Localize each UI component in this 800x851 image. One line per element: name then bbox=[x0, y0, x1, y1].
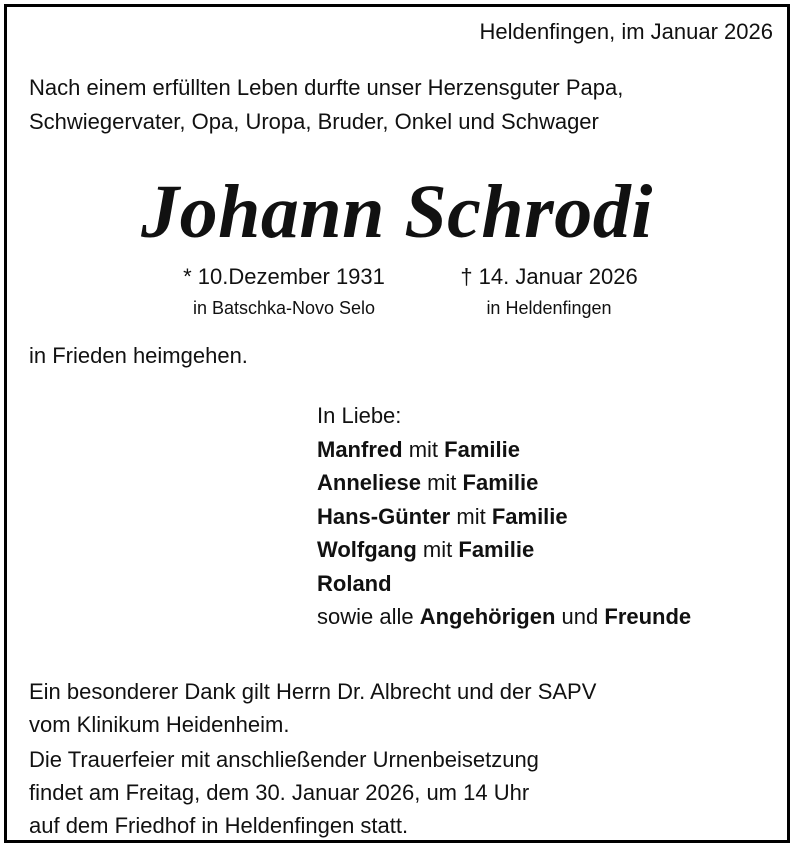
familie-word: Familie bbox=[462, 470, 539, 495]
obituary-notice bbox=[4, 4, 790, 843]
relatives-line bbox=[317, 600, 691, 634]
mourner-entry bbox=[317, 533, 691, 567]
mit-word: mit bbox=[422, 537, 453, 562]
intro-line-2: Schwiegervater, Opa, Uropa, Bruder, Onkel und Schwager bbox=[29, 109, 599, 134]
and-word: und bbox=[561, 604, 599, 629]
relatives-word: Angehörigen bbox=[419, 604, 556, 629]
mourner-entry bbox=[317, 466, 691, 500]
birth-date: * 10.Dezember 1931 bbox=[183, 264, 385, 289]
birth-place: in Batschka-Novo Selo bbox=[192, 298, 376, 318]
death-date: † 14. Januar 2026 bbox=[460, 264, 638, 289]
service-line-1: Die Trauerfeier mit anschließender Urnenbeisetzung bbox=[29, 747, 539, 772]
death-info bbox=[433, 262, 665, 324]
mourner-name: Wolfgang bbox=[317, 537, 417, 562]
thanks-line-1: Ein besonderer Dank gilt Herrn Dr. Albrecht und der SAPV bbox=[29, 679, 597, 704]
thanks-line-2: vom Klinikum Heidenheim. bbox=[29, 712, 290, 737]
deceased-name: Johann Schrodi bbox=[141, 170, 653, 254]
service-info bbox=[29, 743, 539, 842]
mourner-entry bbox=[317, 433, 691, 467]
service-line-3: auf dem Friedhof in Heldenfingen statt. bbox=[29, 813, 409, 838]
place-date: Heldenfingen, im Januar 2026 bbox=[479, 19, 773, 44]
mourner-name: Hans-Günter bbox=[317, 503, 451, 529]
mourner-entry bbox=[317, 500, 691, 534]
mourner-name: Roland bbox=[317, 570, 392, 596]
mourners-list bbox=[317, 399, 691, 634]
mit-word: mit bbox=[408, 436, 439, 462]
death-place: in Heldenfingen bbox=[486, 298, 612, 318]
mourners-intro: In Liebe: bbox=[317, 403, 402, 428]
all-prefix: sowie alle bbox=[317, 604, 414, 629]
friends-word: Freunde bbox=[604, 604, 692, 629]
mit-word: mit bbox=[427, 470, 457, 495]
mit-word: mit bbox=[456, 503, 486, 529]
familie-word: Familie bbox=[491, 503, 568, 529]
service-line-2: findet am Freitag, dem 30. Januar 2026, um 14 Uhr bbox=[29, 780, 530, 805]
familie-word: Familie bbox=[458, 537, 535, 562]
thanks-text bbox=[29, 675, 596, 741]
farewell-text: in Frieden heimgehen. bbox=[29, 343, 248, 368]
mourner-name: Manfred bbox=[317, 436, 403, 462]
intro-line-1: Nach einem erfüllten Leben durfte unser Herzensguter Papa, bbox=[29, 75, 624, 100]
familie-word: Familie bbox=[444, 436, 520, 462]
mourner-entry bbox=[317, 567, 691, 601]
birth-info bbox=[169, 262, 399, 324]
intro-text bbox=[29, 71, 769, 139]
mourner-name: Anneliese bbox=[317, 470, 421, 495]
